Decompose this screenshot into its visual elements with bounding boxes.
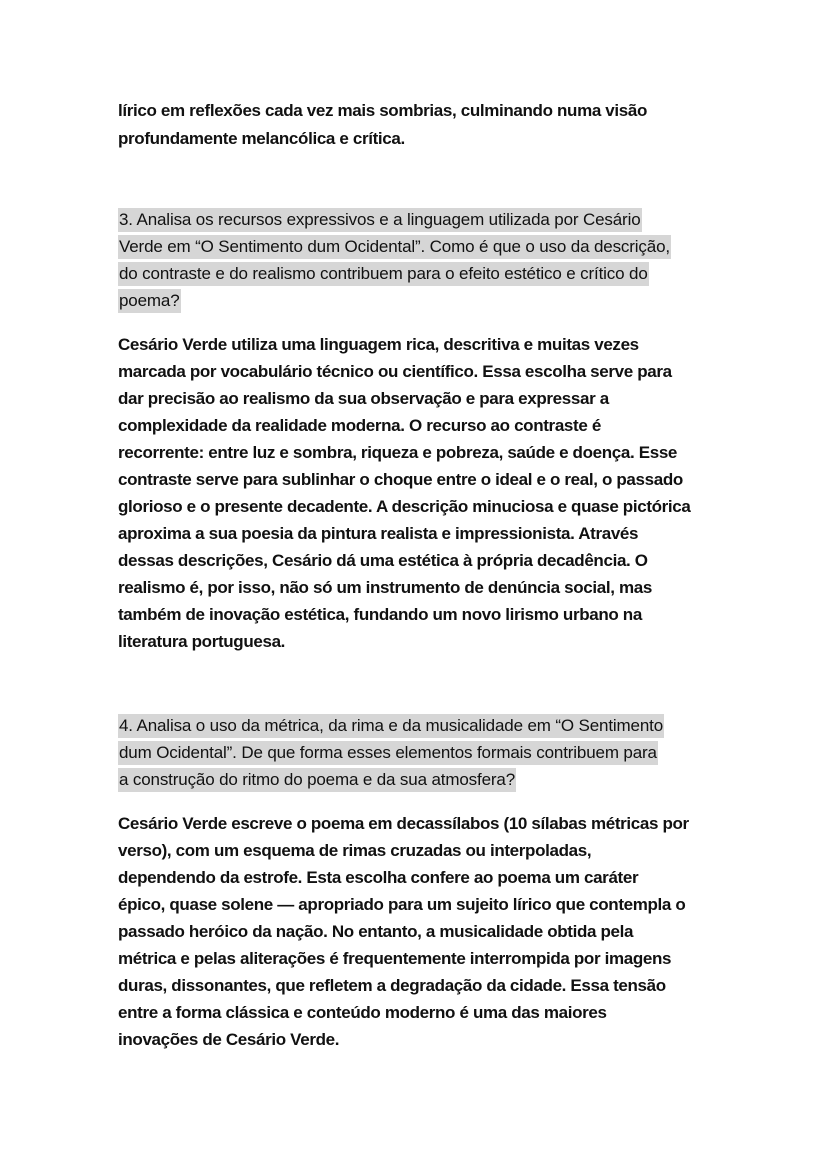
- answer-line: marcada por vocabulário técnico ou científico. Essa escolha serve para: [118, 362, 672, 381]
- question-line: Verde em “O Sentimento dum Ocidental”. Como é que o uso da descrição,: [118, 235, 671, 259]
- answer-line: dependendo da estrofe. Esta escolha confere ao poema um caráter: [118, 868, 639, 887]
- paragraph-line: profundamente melancólica e crítica.: [118, 129, 405, 148]
- answer-line: verso), com um esquema de rimas cruzadas ou interpoladas,: [118, 841, 592, 860]
- question-line: a construção do ritmo do poema e da sua atmosfera?: [118, 768, 516, 792]
- answer-line: dessas descrições, Cesário dá uma estética à própria decadência. O: [118, 551, 648, 570]
- answer-line: aproxima a sua poesia da pintura realista e impressionista. Através: [118, 524, 639, 543]
- question-line: do contraste e do realismo contribuem para o efeito estético e crítico do: [118, 262, 649, 286]
- answer-line: contraste serve para sublinhar o choque entre o ideal e o real, o passado: [118, 470, 683, 489]
- answer-line: recorrente: entre luz e sombra, riqueza e pobreza, saúde e doença. Esse: [118, 443, 678, 462]
- answer-line: literatura portuguesa.: [118, 632, 286, 651]
- paragraph-line: lírico em reflexões cada vez mais sombrias, culminando numa visão: [118, 101, 648, 120]
- answer-line: inovações de Cesário Verde.: [118, 1030, 340, 1049]
- answer-line: épico, quase solene — apropriado para um sujeito lírico que contempla o: [118, 895, 686, 914]
- answer-line: duras, dissonantes, que refletem a degradação da cidade. Essa tensão: [118, 976, 666, 995]
- answer-line: também de inovação estética, fundando um novo lirismo urbano na: [118, 605, 642, 624]
- answer-line: métrica e pelas aliterações é frequentemente interrompida por imagens: [118, 949, 672, 968]
- answer-line: dar precisão ao realismo da sua observação e para expressar a: [118, 389, 609, 408]
- answer-line: complexidade da realidade moderna. O recurso ao contraste é: [118, 416, 601, 435]
- question-line: 4. Analisa o uso da métrica, da rima e da musicalidade em “O Sentimento: [118, 714, 664, 738]
- answer-line: Cesário Verde escreve o poema em decassílabos (10 sílabas métricas por: [118, 814, 689, 833]
- answer-line: Cesário Verde utiliza uma linguagem rica, descritiva e muitas vezes: [118, 335, 639, 354]
- question-line: dum Ocidental”. De que forma esses elementos formais contribuem para: [118, 741, 658, 765]
- answer-line: glorioso e o presente decadente. A descrição minuciosa e quase pictórica: [118, 497, 691, 516]
- question-line: 3. Analisa os recursos expressivos e a linguagem utilizada por Cesário: [118, 208, 642, 232]
- answer-line: entre a forma clássica e conteúdo moderno é uma das maiores: [118, 1003, 607, 1022]
- answer-line: passado heróico da nação. No entanto, a musicalidade obtida pela: [118, 922, 634, 941]
- question-line: poema?: [118, 289, 181, 313]
- answer-line: realismo é, por isso, não só um instrumento de denúncia social, mas: [118, 578, 652, 597]
